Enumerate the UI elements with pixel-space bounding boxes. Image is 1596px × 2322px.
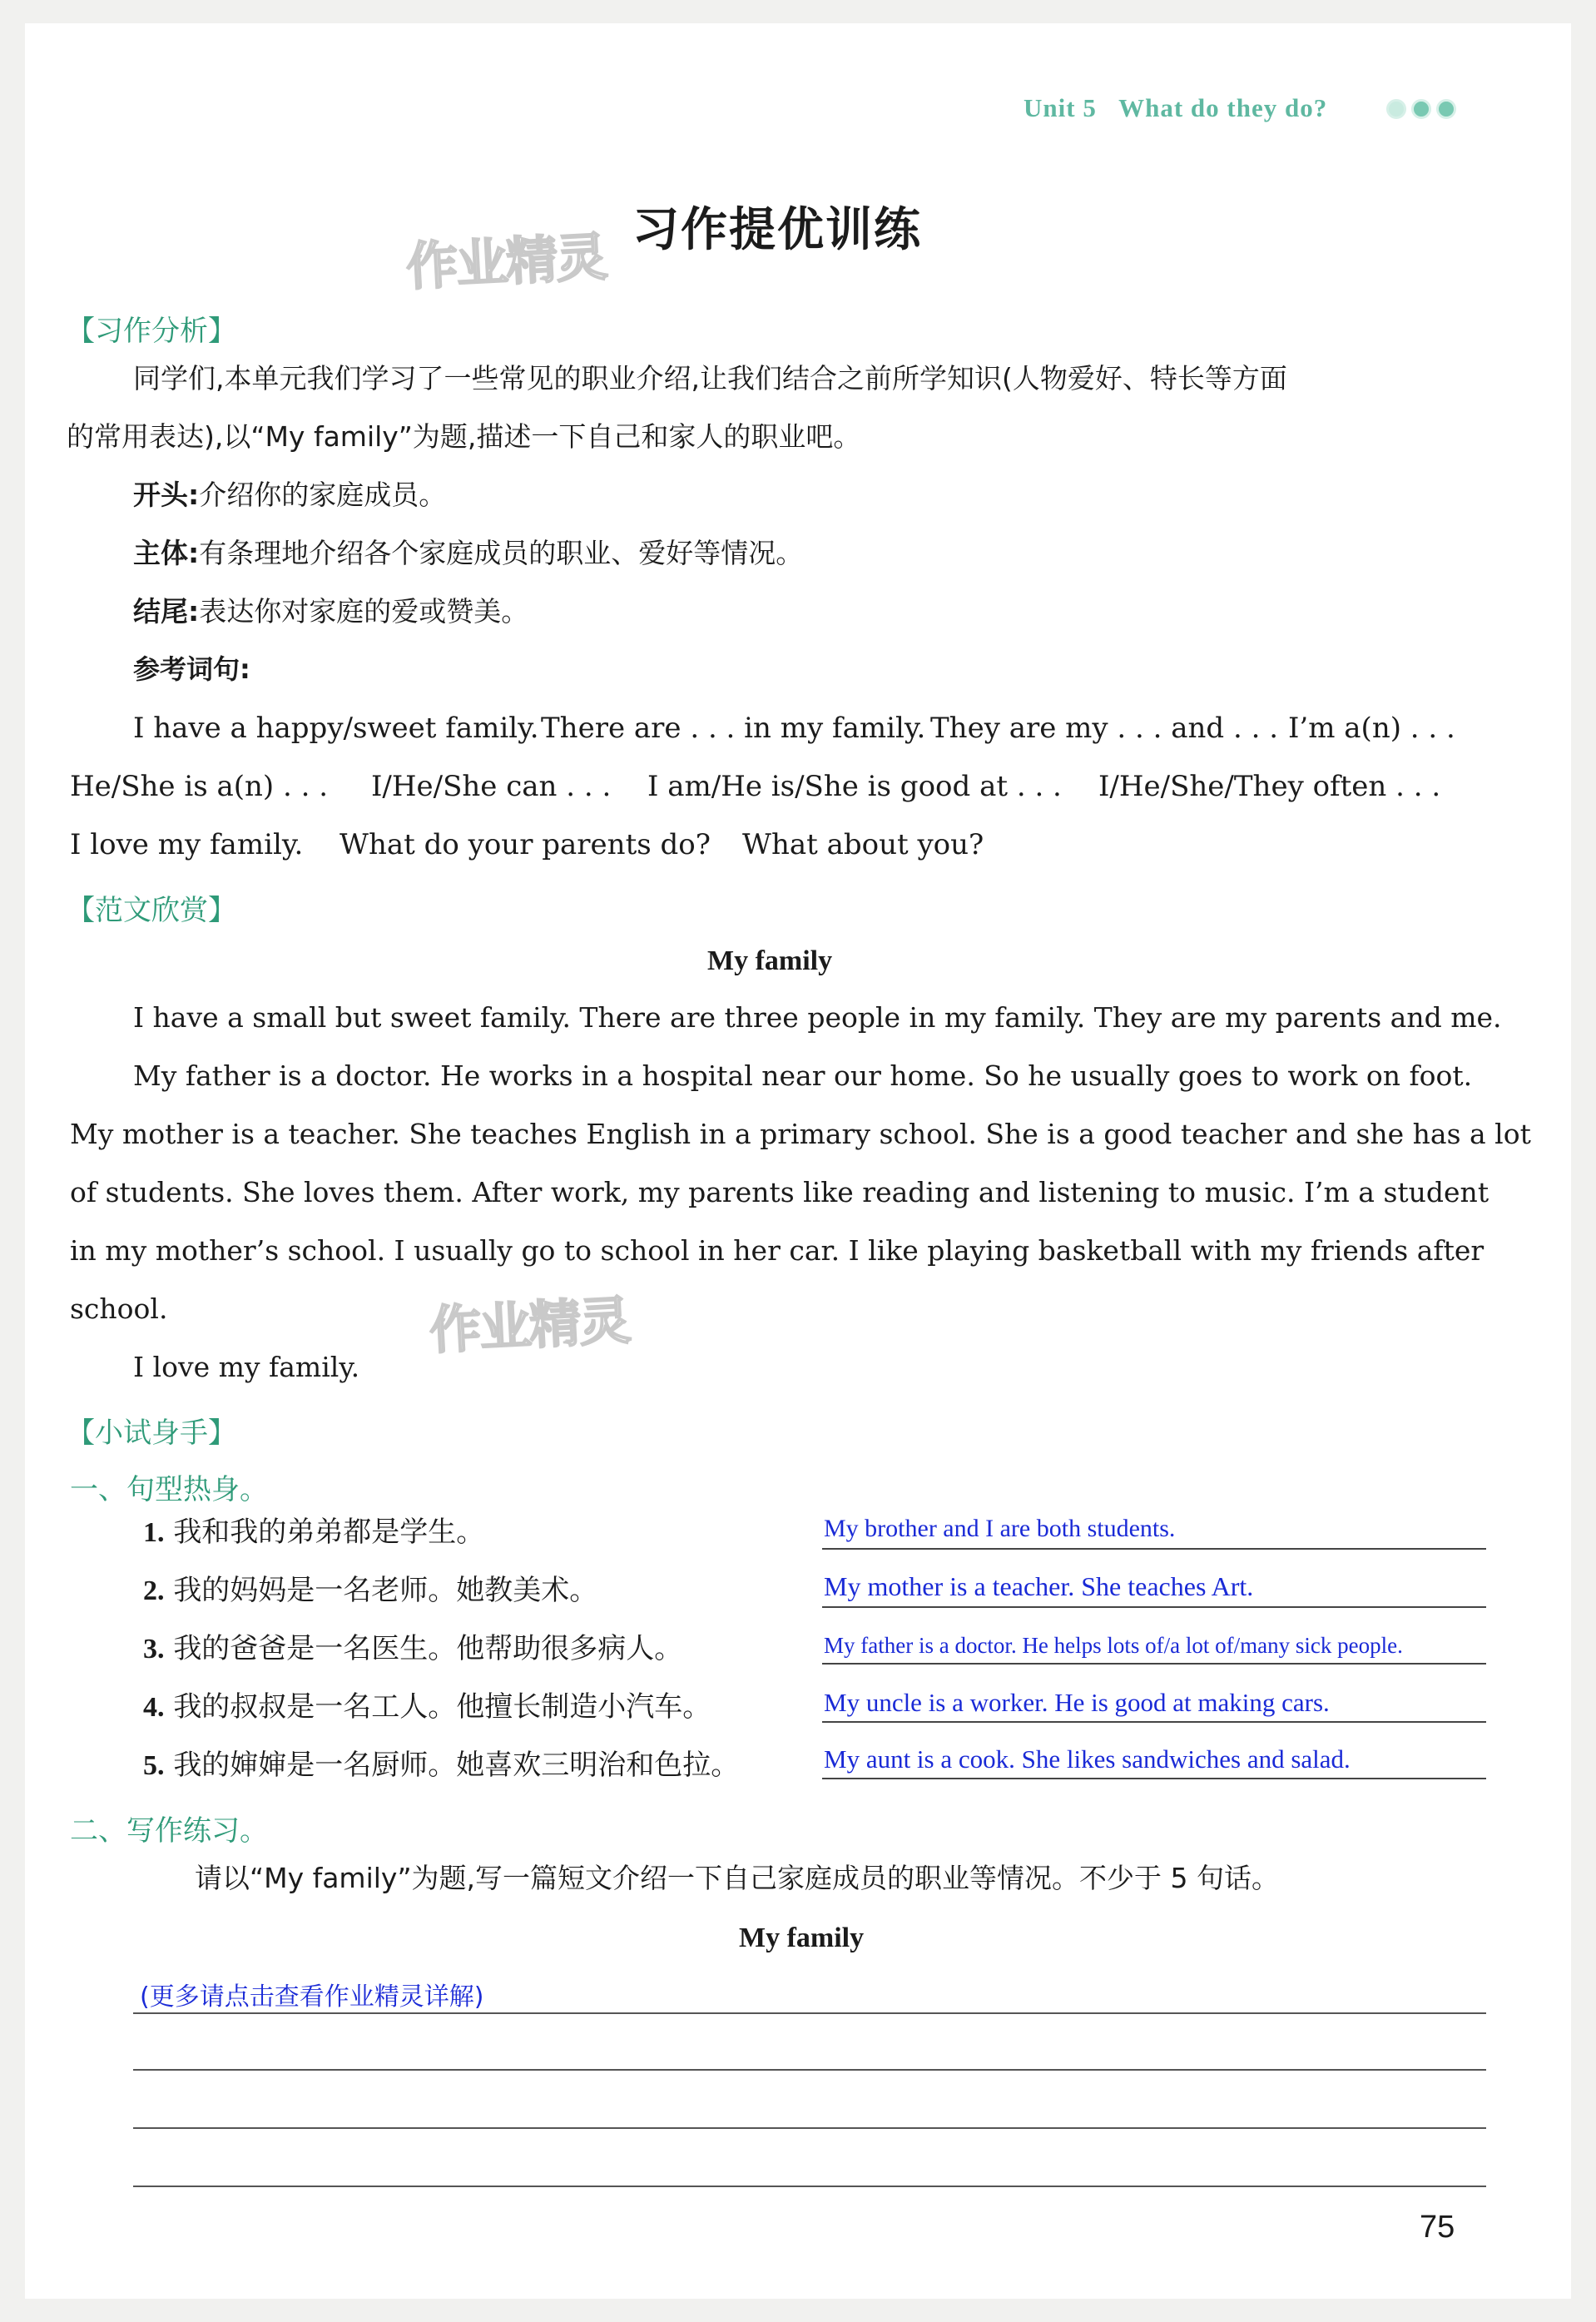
ref-phrase: There are . . . in my family.	[541, 712, 926, 745]
exercise-number: 4.	[143, 1692, 165, 1723]
ref-phrase: I have a happy/sweet family.	[133, 712, 539, 745]
practice-heading: 【小试身手】	[67, 1417, 236, 1450]
part1-title: 一、句型热身。	[70, 1473, 268, 1506]
writing-line[interactable]	[133, 2186, 1486, 2187]
ending-row	[133, 595, 529, 628]
answer-line	[822, 1721, 1486, 1723]
ending-label: 结尾:	[133, 595, 200, 628]
sample-paragraph-2-line-2: My mother is a teacher. She teaches English in a primary school. She is a good teacher and she has a lot	[70, 1118, 1531, 1150]
writing-line[interactable]	[133, 2127, 1486, 2129]
ref-phrase: I/He/She/They often . . .	[1098, 770, 1441, 803]
header-unit: Unit 5	[1024, 93, 1097, 122]
sample-paragraph-2-line-1: My father is a doctor. He works in a hospital near our home. So he usually goes to work on foot.	[133, 1059, 1473, 1092]
ref-phrase: I’m a(n) . . .	[1288, 712, 1455, 745]
body-text: 有条理地介绍各个家庭成员的职业、爱好等情况。	[199, 537, 804, 569]
writing-line[interactable]	[133, 2069, 1486, 2071]
exercise-number: 5.	[143, 1750, 165, 1781]
answer-1[interactable]: My brother and I are both students.	[824, 1515, 1176, 1542]
answer-line	[822, 1548, 1486, 1550]
answer-line	[822, 1778, 1486, 1779]
ref-phrase: What do your parents do?	[340, 828, 711, 861]
exercise-chinese: 我的爸爸是一名医生。他帮助很多病人。	[173, 1632, 683, 1665]
header-title: What do they do?	[1118, 93, 1328, 122]
exercise-chinese: 我和我的弟弟都是学生。	[173, 1516, 485, 1549]
more-details-link[interactable]: (更多请点击查看作业精灵详解)	[140, 1982, 484, 2012]
answer-2[interactable]: My mother is a teacher. She teaches Art.	[824, 1571, 1254, 1601]
ref-phrase: They are my . . . and . . .	[930, 712, 1279, 745]
body-label: 主体:	[133, 537, 200, 569]
ref-phrase: I love my family.	[70, 828, 304, 861]
exercise-number: 3.	[143, 1634, 165, 1665]
watermark-top: 作业精灵	[404, 226, 608, 298]
answer-line	[822, 1663, 1486, 1665]
page-number: 75	[1420, 2210, 1455, 2245]
opening-label: 开头:	[133, 479, 200, 511]
running-header	[1024, 93, 1327, 123]
answer-line	[822, 1606, 1486, 1608]
answer-4[interactable]: My uncle is a worker. He is good at making cars.	[824, 1688, 1330, 1717]
reference-line-2	[70, 772, 1440, 801]
exercise-chinese: 我的妈妈是一名老师。她教美术。	[173, 1574, 598, 1607]
part2-title: 二、写作练习。	[70, 1814, 268, 1848]
writing-line[interactable]	[133, 2012, 1486, 2014]
part2-instruction: 请以“My family”为题,写一篇短文介绍一下自己家庭成员的职业等情况。不少于 5 句话。	[195, 1862, 1280, 1894]
exercise-item-5	[143, 1751, 739, 1780]
sample-paragraph-3: I love my family.	[133, 1351, 360, 1383]
analysis-intro-line2: 的常用表达),以“My family”为题,描述一下自己和家人的职业吧。	[67, 420, 861, 453]
ref-phrase: I am/He is/She is good at . . .	[647, 770, 1062, 803]
exercise-chinese: 我的叔叔是一名工人。他擅长制造小汽车。	[173, 1690, 711, 1724]
opening-text: 介绍你的家庭成员。	[199, 479, 447, 511]
analysis-intro-line1: 同学们,本单元我们学习了一些常见的职业介绍,让我们结合之前所学知识(人物爱好、特长等方面	[133, 362, 1287, 394]
writing-title: My family	[739, 1923, 865, 1953]
ending-text: 表达你对家庭的爱或赞美。	[199, 595, 529, 628]
sample-paragraph-1: I have a small but sweet family. There are three people in my family. They are my parents and me.	[133, 1001, 1502, 1034]
ref-phrase: He/She is a(n) . . .	[70, 770, 329, 803]
reference-line-1	[133, 712, 1455, 745]
sample-paragraph-2-line-5: school.	[70, 1292, 168, 1325]
exercise-item-3	[143, 1632, 683, 1665]
exercise-number: 1.	[143, 1517, 165, 1548]
header-dots-icon	[1386, 99, 1456, 119]
ref-phrase: What about you?	[742, 828, 984, 861]
answer-3[interactable]: My father is a doctor. He helps lots of/a lot of/many sick people.	[824, 1633, 1403, 1658]
answer-5[interactable]: My aunt is a cook. She likes sandwiches and salad.	[824, 1744, 1351, 1774]
page-title: 习作提优训练	[632, 203, 922, 257]
reference-line-3	[70, 828, 984, 861]
exercise-item-1	[143, 1518, 484, 1547]
exercise-item-4	[143, 1690, 711, 1724]
watermark-middle: 作业精灵	[428, 1289, 632, 1362]
body-row	[133, 539, 803, 567]
exercise-chinese: 我的婶婶是一名厨师。她喜欢三明治和色拉。	[173, 1749, 740, 1782]
ref-phrase: I/He/She can . . .	[371, 770, 612, 803]
opening-row	[133, 481, 446, 509]
analysis-heading: 【习作分析】	[67, 315, 236, 348]
sample-paragraph-2-line-3: of students. She loves them. After work, my parents like reading and listening to music. I’m a student	[70, 1176, 1489, 1208]
sample-paragraph-2-line-4: in my mother’s school. I usually go to school in her car. I like playing basketball with my friends after	[70, 1234, 1484, 1267]
sample-heading: 【范文欣赏】	[67, 894, 236, 927]
reference-label: 参考词句:	[133, 653, 250, 685]
exercise-number: 2.	[143, 1575, 165, 1606]
sample-title: My family	[707, 945, 833, 976]
exercise-item-2	[143, 1576, 597, 1605]
